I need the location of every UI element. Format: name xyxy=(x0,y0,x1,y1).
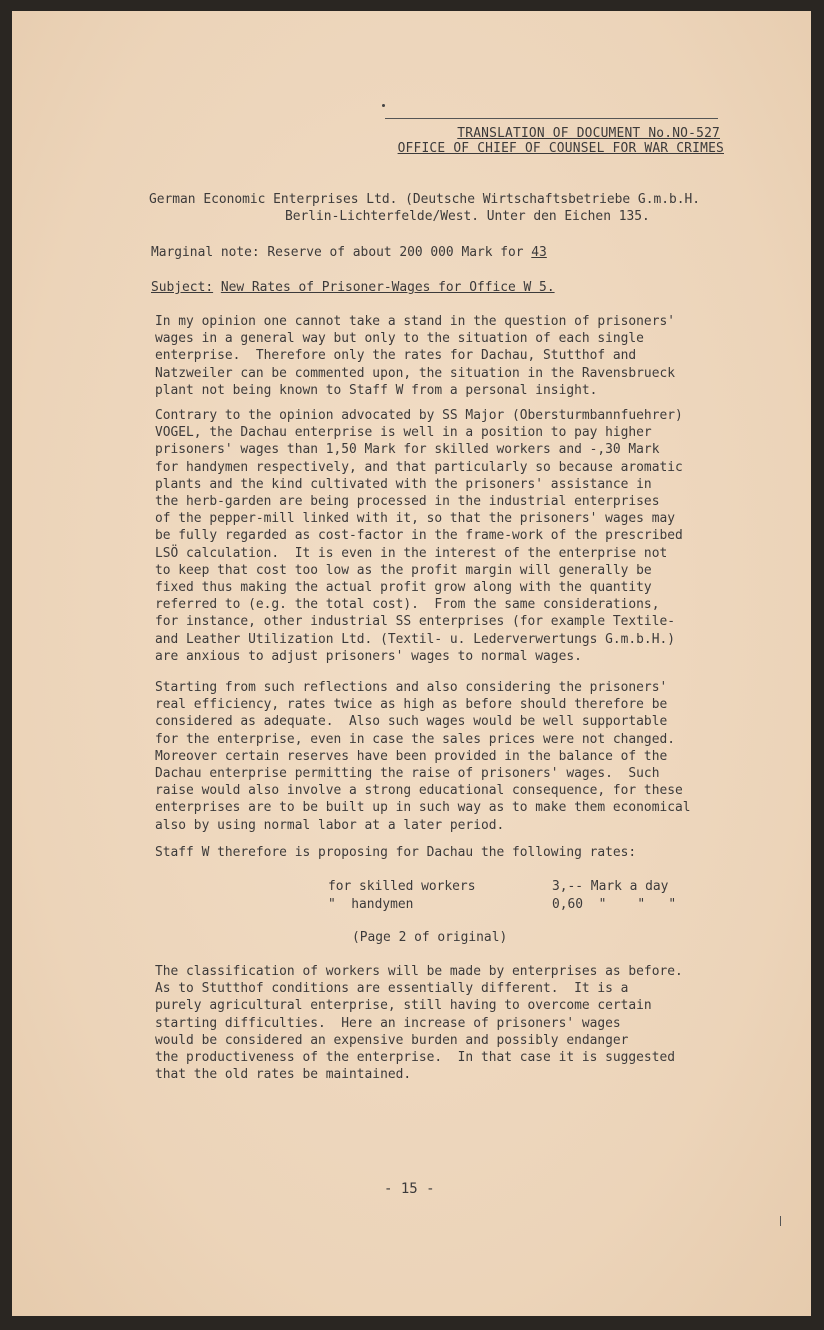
paragraph-3 xyxy=(155,679,755,834)
paragraph-line: and Leather Utilization Ltd. (Textil- u. Lederverwertungs G.m.b.H.) xyxy=(155,631,675,647)
address-line-1: German Economic Enterprises Ltd. (Deutsche Wirtschaftsbetriebe G.m.b.H. xyxy=(149,192,701,207)
marginal-note-number: 43 xyxy=(531,245,547,260)
paragraph-line: real efficiency, rates twice as high as before should therefore be xyxy=(155,697,668,713)
paragraph-line: Moreover certain reserves have been provided in the balance of the xyxy=(155,748,668,764)
paragraph-line: Contrary to the opinion advocated by SS Major (Obersturmbannfuehrer) xyxy=(155,408,683,423)
subject-label: Subject: xyxy=(151,280,214,295)
subject-line xyxy=(151,279,555,296)
paragraph-1 xyxy=(155,313,755,399)
paragraph-line: the herb-garden are being processed in the industrial enterprises xyxy=(155,494,660,510)
rate-label: " handymen xyxy=(328,897,414,912)
page-note: (Page 2 of original) xyxy=(352,930,508,945)
header-rule xyxy=(385,118,718,119)
paragraph-line: Dachau enterprise permitting the raise of prisoners' wages. Such xyxy=(155,766,660,782)
paragraph-line: for the enterprise, even in case the sales prices were not changed. xyxy=(155,731,675,747)
margin-mark xyxy=(780,1216,781,1226)
paragraph-line: fixed thus making the actual profit grow along with the quantity xyxy=(155,580,652,596)
rates-table xyxy=(328,878,728,914)
office-header: OFFICE OF CHIEF OF COUNSEL FOR WAR CRIMES xyxy=(397,141,724,156)
ink-dot xyxy=(382,104,385,107)
page-number: - 15 - xyxy=(384,1181,435,1197)
paragraph-line: Staff W therefore is proposing for Dachau the following rates: xyxy=(155,845,637,860)
paragraph-line: for handymen respectively, and that particularly so because aromatic xyxy=(155,459,683,475)
paragraph-line: starting difficulties. Here an increase of prisoners' wages xyxy=(155,1015,621,1031)
paragraph-line: also by using normal labor at a later period. xyxy=(155,817,505,833)
paragraph-line: wages in a general way but only to the situation of each single xyxy=(155,331,644,347)
paragraph-line: for instance, other industrial SS enterprises (for example Textile- xyxy=(155,614,675,630)
paragraph-line: referred to (e.g. the total cost). From the same considerations, xyxy=(155,597,660,613)
paragraph-line: raise would also involve a strong educational consequence, for these xyxy=(155,783,683,799)
paragraph-line: plant not being known to Staff W from a personal insight. xyxy=(155,382,598,398)
rate-value: 3,-- Mark a day xyxy=(552,879,669,894)
paragraph-line: As to Stutthof conditions are essentially different. It is a xyxy=(155,981,629,997)
paragraph-4 xyxy=(155,844,755,861)
paragraph-line: The classification of workers will be made by enterprises as before. xyxy=(155,964,683,979)
rate-row xyxy=(328,878,728,896)
paragraph-line: be fully regarded as cost-factor in the frame-work of the prescribed xyxy=(155,528,683,544)
paragraph-line: purely agricultural enterprise, still having to overcome certain xyxy=(155,998,652,1014)
paragraph-line: LSÖ calculation. It is even in the interest of the enterprise not xyxy=(155,545,668,561)
marginal-note-text: Reserve of about 200 000 Mark for xyxy=(267,245,524,260)
paragraph-line: are anxious to adjust prisoners' wages to normal wages. xyxy=(155,648,582,664)
paragraph-line: plants and the kind cultivated with the prisoners' assistance in xyxy=(155,476,652,492)
paragraph-2 xyxy=(155,407,755,665)
address-line-2: Berlin-Lichterfelde/West. Unter den Eichen 135. xyxy=(285,209,650,224)
marginal-note-label: Marginal note: xyxy=(151,245,260,260)
rate-value: 0,60 " " " xyxy=(552,897,677,912)
rate-label: for skilled workers xyxy=(328,879,476,894)
paragraph-line: would be considered an expensive burden and possibly endanger xyxy=(155,1032,629,1048)
paragraph-line: considered as adequate. Also such wages would be well supportable xyxy=(155,714,668,730)
subject-text: New Rates of Prisoner-Wages for Office W 5. xyxy=(220,280,555,295)
paragraph-line: Natzweiler can be commented upon, the situation in the Ravensbrueck xyxy=(155,365,675,381)
paragraph-line: the productiveness of the enterprise. In that case it is suggested xyxy=(155,1050,675,1066)
rate-row xyxy=(328,896,728,914)
paragraph-line: of the pepper-mill linked with it, so that the prisoners' wages may xyxy=(155,511,675,527)
paragraph-line: Starting from such reflections and also considering the prisoners' xyxy=(155,680,668,695)
translation-header: TRANSLATION OF DOCUMENT No.NO-527 xyxy=(457,126,720,141)
paragraph-line: enterprises are to be built up in such way as to make them economical xyxy=(155,800,691,816)
paragraph-line: VOGEL, the Dachau enterprise is well in a position to pay higher xyxy=(155,425,652,441)
paragraph-line: prisoners' wages than 1,50 Mark for skilled workers and -,30 Mark xyxy=(155,442,660,458)
paragraph-5 xyxy=(155,963,755,1083)
paragraph-line: enterprise. Therefore only the rates for Dachau, Stutthof and xyxy=(155,348,637,364)
document-page xyxy=(12,11,811,1316)
paragraph-line: to keep that cost too low as the profit margin will generally be xyxy=(155,562,652,578)
marginal-note xyxy=(151,244,547,261)
paragraph-line: that the old rates be maintained. xyxy=(155,1067,412,1083)
paragraph-line: In my opinion one cannot take a stand in the question of prisoners' xyxy=(155,314,675,329)
